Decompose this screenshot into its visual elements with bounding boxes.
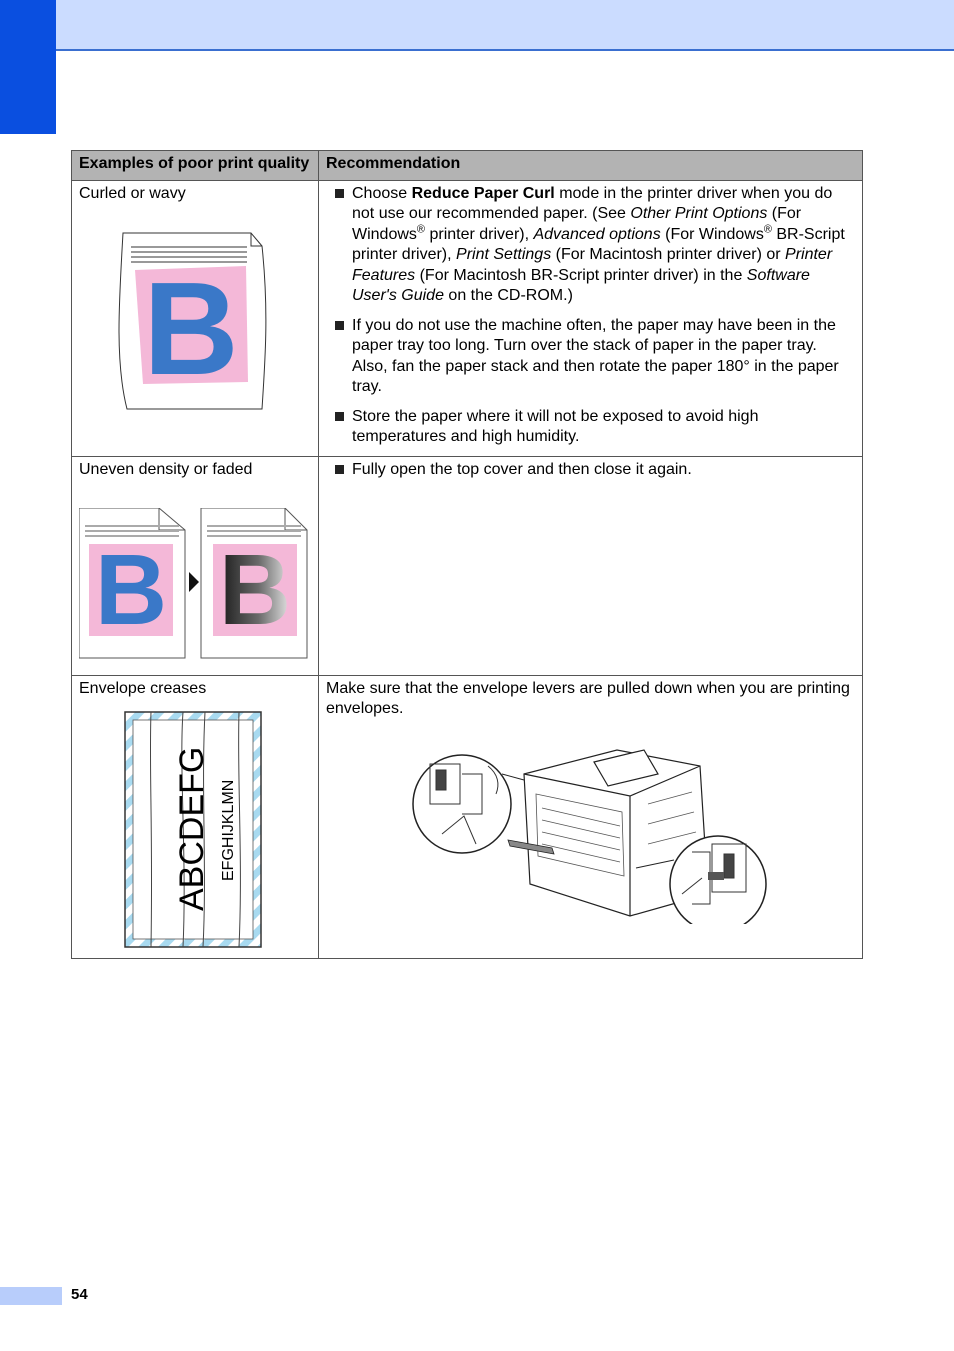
problem-label: Uneven density or faded bbox=[79, 460, 253, 478]
recommendation-item: Choose Reduce Paper Curl mode in the printer driver when you do not use our recommended paper. (See Other Print Options (For Windows® printer driver), Advanced options (For Windows® BR-Script printer driver), Print Settings (For Macintosh printer driver) or Printer Features (For Macintosh BR-Script printer driver) in the Software User's Guide on the CD-ROM.) bbox=[326, 184, 855, 307]
recommendation-text: Make sure that the envelope levers are pulled down when you are printing envelopes. bbox=[326, 679, 850, 717]
problem-cell bbox=[72, 456, 319, 675]
table-row bbox=[72, 456, 863, 675]
recommendation-item: Fully open the top cover and then close it again. bbox=[326, 460, 855, 481]
column-header-recommendation: Recommendation bbox=[319, 151, 863, 181]
recommendation-cell bbox=[319, 180, 863, 456]
table-header-row bbox=[72, 151, 863, 181]
problem-cell bbox=[72, 180, 319, 456]
recommendation-cell bbox=[319, 456, 863, 675]
uneven-density-figure bbox=[79, 508, 311, 663]
letter-b-normal: B bbox=[94, 534, 168, 646]
curled-paper-figure bbox=[79, 222, 309, 422]
envelope-text-small: EFGHIJKLMN bbox=[220, 779, 237, 881]
recommendation-item: If you do not use the machine often, the paper may have been in the paper tray too long. Turn over the stack of paper in the paper tray. Also, fan the paper stack and then rotate the paper 180° in the paper tray. bbox=[326, 316, 855, 398]
recommendation-cell bbox=[319, 675, 863, 958]
square-bullet-icon bbox=[335, 189, 344, 198]
square-bullet-icon bbox=[335, 321, 344, 330]
problem-cell bbox=[72, 675, 319, 958]
table-row bbox=[72, 180, 863, 456]
recommendation-list bbox=[326, 184, 855, 448]
envelope-text-large: ABCDEFG bbox=[173, 746, 211, 911]
recommendation-list bbox=[326, 460, 855, 481]
troubleshooting-table bbox=[71, 150, 863, 959]
table-row bbox=[72, 675, 863, 958]
arrow-right-icon bbox=[189, 572, 199, 592]
square-bullet-icon bbox=[335, 412, 344, 421]
page-number-bar bbox=[0, 1287, 62, 1305]
header-band bbox=[0, 0, 954, 51]
letter-b: B bbox=[143, 255, 239, 402]
problem-label: Envelope creases bbox=[79, 679, 207, 697]
square-bullet-icon bbox=[335, 465, 344, 474]
envelope-creases-figure bbox=[79, 709, 311, 949]
page-number: 54 bbox=[71, 1286, 88, 1303]
recommendation-item: Store the paper where it will not be exposed to avoid high temperatures and high humidity. bbox=[326, 407, 855, 448]
problem-label: Curled or wavy bbox=[79, 184, 186, 202]
column-header-examples: Examples of poor print quality bbox=[72, 151, 319, 181]
envelope-levers-illustration bbox=[412, 744, 772, 924]
letter-b-faded: B bbox=[218, 534, 292, 646]
chapter-tab bbox=[0, 0, 56, 134]
